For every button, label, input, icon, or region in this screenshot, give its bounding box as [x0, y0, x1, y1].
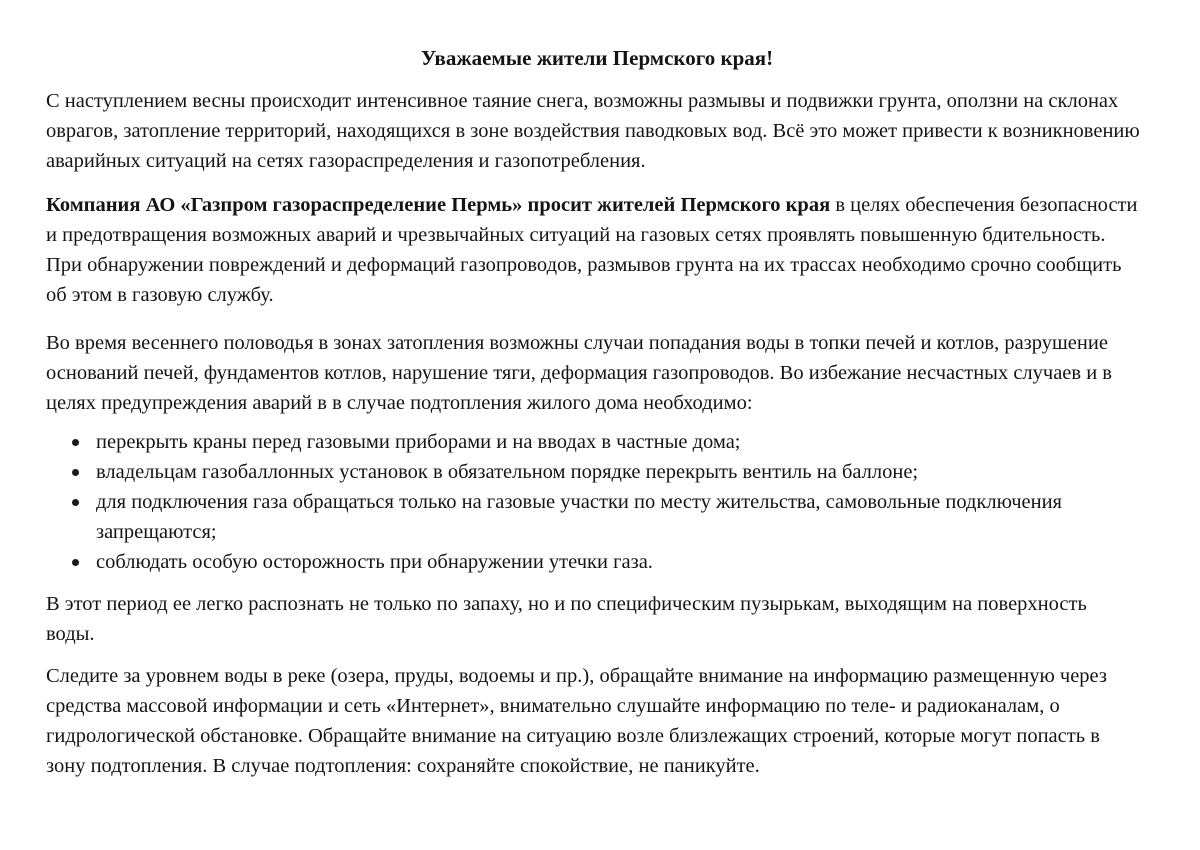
list-item [46, 427, 1140, 457]
list-item [46, 487, 1140, 547]
list-item-text: владельцам газобаллонных установок в обязательном порядке перекрыть вентиль на баллоне; [96, 461, 919, 483]
list-item [46, 457, 1140, 487]
company-request-text: в целях обеспечения безопасности и предотвращения возможных аварий и чрезвычайных ситуаций на газовых сетях проявлять повышенную бдительность. При обнаружении повреждений и деформаций газопроводов, размывов грунта на их трассах необходимо срочно сообщить об этом в газовую службу. [46, 194, 1138, 306]
paragraph-water-level-advice: Следите за уровнем воды в реке (озера, пруды, водоемы и пр.), обращайте внимание на информацию размещенную через средства массовой информации и сеть «Интернет», внимательно слушайте информацию по теле- и радиоканалам, о гидрологической обстановке. Обращайте внимание на ситуацию возле близлежащих строений, которые могут попасть в зону подтопления. В случае подтопления: сохраняйте спокойствие, не паникуйте. [46, 665, 1107, 777]
paragraph-company-request [46, 190, 1140, 310]
paragraph-gas-leak-detection: В этот период ее легко распознать не только по запаху, но и по специфическим пузырькам, выходящим на поверхность воды. [46, 593, 1087, 645]
paragraph-flood-instructions: Во время весеннего половодья в зонах затопления возможны случаи попадания воды в топки печей и котлов, разрушение оснований печей, фундаментов котлов, нарушение тяги, деформация газопроводов. Во избежание несчастных случаев и в целях предупреждения аварий в в случае подтопления жилого дома необходимо: [46, 332, 1112, 414]
bullet-icon [72, 559, 79, 566]
bullet-icon [72, 469, 79, 476]
safety-measures-list [46, 427, 1140, 577]
list-item-text: соблюдать особую осторожность при обнаружении утечки газа. [96, 551, 653, 573]
list-item-text: для подключения газа обращаться только на газовые участки по месту жительства, самовольные подключения запрещаются; [96, 491, 1062, 543]
bullet-icon [72, 499, 79, 506]
paragraph-spring-hazards: С наступлением весны происходит интенсивное таяние снега, возможны размывы и подвижки грунта, оползни на склонах оврагов, затопление территорий, находящихся в зоне воздействия паводковых вод. Всё это может привести к возникновению аварийных ситуаций на сетях газораспределения и газопотребления. [46, 90, 1140, 172]
list-item-text: перекрыть краны перед газовыми приборами и на вводах в частные дома; [96, 431, 741, 453]
bullet-icon [72, 439, 79, 446]
list-item [46, 547, 1140, 577]
document-title: Уважаемые жители Пермского края! [420, 46, 774, 70]
company-request-bold: Компания АО «Газпром газораспределение Пермь» просит жителей Пермского края [46, 194, 831, 216]
